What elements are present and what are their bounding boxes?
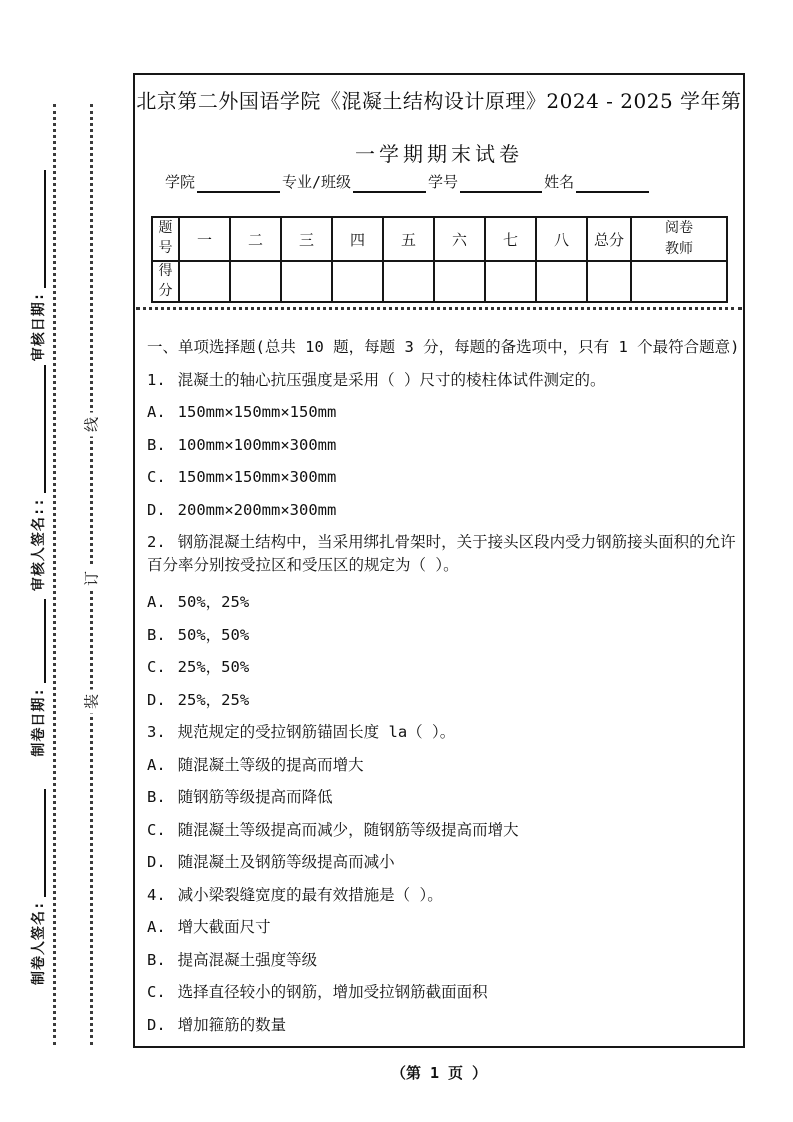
question-2-option-c bbox=[147, 651, 747, 684]
score-table bbox=[151, 216, 728, 303]
field-blank-name[interactable] bbox=[576, 177, 649, 193]
margin-label-maker-date: 制卷日期: bbox=[31, 687, 47, 757]
question-number: 4. bbox=[147, 885, 166, 904]
page-number: （第 1 页 ） bbox=[390, 1064, 488, 1082]
question-1-option-b bbox=[147, 429, 747, 462]
option-text: 150mm×150mm×150mm bbox=[177, 403, 337, 421]
option-letter: A. bbox=[147, 755, 166, 774]
field-blank-college[interactable] bbox=[197, 177, 280, 193]
question-number: 1. bbox=[147, 370, 166, 389]
option-letter: B. bbox=[147, 435, 166, 454]
question-3-option-d bbox=[147, 846, 747, 879]
col-header-8: 八 bbox=[536, 217, 587, 261]
option-letter: D. bbox=[147, 853, 166, 871]
section-title: 一、单项选择题(总共 10 题，每题 3 分，每题的备选项中，只有 1 个最符合题意) bbox=[147, 338, 740, 356]
exam-sheet-border bbox=[133, 73, 745, 1048]
option-text: 随混凝土等级的提高而增大 bbox=[177, 755, 364, 774]
question-1-option-d bbox=[147, 494, 747, 527]
margin-label-maker-signature: 制卷人签名: bbox=[31, 900, 47, 985]
col-header-6: 六 bbox=[434, 217, 485, 261]
option-text: 200mm×200mm×300mm bbox=[177, 500, 337, 519]
option-letter: D. bbox=[147, 690, 166, 709]
field-label-student-id: 学号 bbox=[428, 173, 459, 191]
option-letter: D. bbox=[147, 1015, 166, 1034]
question-2-option-d bbox=[147, 684, 747, 717]
maker-date-blank[interactable] bbox=[31, 599, 46, 683]
score-cell[interactable] bbox=[281, 261, 332, 302]
question-1-stem bbox=[147, 364, 747, 397]
question-text: 混凝土的轴心抗压强度是采用（ ）尺寸的棱柱体试件测定的。 bbox=[177, 370, 606, 389]
option-text: 25%，25% bbox=[177, 690, 250, 709]
question-text: 钢筋混凝土结构中，当采用绑扎骨架时，关于接头区段内受力钢筋接头面积的允许百分率分别按受拉区和受压区的规定为（ ）。 bbox=[147, 533, 736, 574]
question-number: 2. bbox=[147, 533, 166, 551]
reviewer-signature-blank[interactable] bbox=[31, 365, 46, 493]
option-letter: C. bbox=[147, 468, 166, 486]
binding-char-ding: 订 bbox=[82, 567, 103, 591]
score-cell-grader[interactable] bbox=[631, 261, 727, 302]
field-label-name: 姓名 bbox=[544, 173, 575, 191]
option-text: 提高混凝土强度等级 bbox=[177, 950, 318, 969]
score-table-score-row bbox=[152, 261, 727, 302]
question-text: 减小梁裂缝宽度的最有效措施是（ ）。 bbox=[177, 885, 443, 904]
option-letter: B. bbox=[147, 788, 166, 806]
question-4-option-b bbox=[147, 944, 747, 977]
question-4-option-d bbox=[147, 1009, 747, 1042]
margin-label-review-date: 审核日期: bbox=[31, 291, 47, 362]
option-letter: C. bbox=[147, 658, 166, 676]
field-blank-major-class[interactable] bbox=[353, 177, 426, 193]
score-table-corner: 题号 bbox=[152, 217, 179, 261]
question-2-option-b bbox=[147, 619, 747, 652]
question-1-option-a bbox=[147, 396, 747, 429]
option-letter: A. bbox=[147, 593, 166, 611]
binding-char-xian: 线 bbox=[82, 413, 103, 437]
question-3-option-a bbox=[147, 749, 747, 782]
option-letter: A. bbox=[147, 403, 166, 421]
maker-signature-blank[interactable] bbox=[31, 789, 46, 897]
question-number: 3. bbox=[147, 723, 166, 741]
question-2-option-a bbox=[147, 586, 747, 619]
option-text: 50%，50% bbox=[177, 625, 250, 644]
field-blank-student-id[interactable] bbox=[460, 177, 542, 193]
score-cell[interactable] bbox=[434, 261, 485, 302]
option-text: 100mm×100mm×300mm bbox=[177, 435, 337, 454]
option-letter: B. bbox=[147, 625, 166, 644]
score-cell[interactable] bbox=[230, 261, 281, 302]
question-2-stem bbox=[147, 526, 747, 586]
option-letter: A. bbox=[147, 918, 166, 936]
score-row-label: 得分 bbox=[152, 261, 179, 302]
col-header-1: 一 bbox=[179, 217, 230, 261]
option-letter: B. bbox=[147, 950, 166, 969]
option-text: 增大截面尺寸 bbox=[177, 918, 271, 936]
col-header-3: 三 bbox=[281, 217, 332, 261]
option-letter: C. bbox=[147, 820, 166, 839]
score-cell[interactable] bbox=[332, 261, 383, 302]
col-header-5: 五 bbox=[383, 217, 434, 261]
option-text: 选择直径较小的钢筋，增加受拉钢筋截面面积 bbox=[177, 983, 488, 1001]
col-header-grader: 阅卷教师 bbox=[631, 217, 727, 261]
review-date-blank[interactable] bbox=[31, 170, 46, 288]
col-header-total: 总分 bbox=[587, 217, 631, 261]
score-cell[interactable] bbox=[179, 261, 230, 302]
question-4-stem bbox=[147, 879, 747, 912]
option-text: 随钢筋等级提高而降低 bbox=[177, 788, 333, 806]
field-label-major-class: 专业/班级 bbox=[282, 173, 352, 191]
field-label-college: 学院 bbox=[165, 173, 196, 191]
option-text: 随混凝土等级提高而减少，随钢筋等级提高而增大 bbox=[177, 820, 519, 839]
questions-area bbox=[147, 331, 747, 1041]
option-text: 增加箍筋的数量 bbox=[177, 1015, 287, 1034]
option-text: 150mm×150mm×300mm bbox=[177, 468, 337, 486]
question-text: 规范规定的受拉钢筋锚固长度 la（ ）。 bbox=[177, 723, 456, 741]
score-cell[interactable] bbox=[485, 261, 536, 302]
exam-title-line2: 一学期期末试卷 bbox=[355, 142, 523, 166]
question-3-option-c bbox=[147, 814, 747, 847]
binding-char-zhuang: 装 bbox=[82, 690, 103, 714]
option-letter: C. bbox=[147, 983, 166, 1001]
score-cell[interactable] bbox=[536, 261, 587, 302]
student-info-row bbox=[163, 171, 649, 192]
score-cell[interactable] bbox=[383, 261, 434, 302]
col-header-7: 七 bbox=[485, 217, 536, 261]
binding-dotted-line-inner bbox=[53, 104, 56, 1045]
option-text: 随混凝土及钢筋等级提高而减小 bbox=[177, 853, 395, 871]
question-1-option-c bbox=[147, 461, 747, 494]
score-table-header-row bbox=[152, 217, 727, 261]
option-text: 50%，25% bbox=[177, 593, 250, 611]
option-letter: D. bbox=[147, 500, 166, 519]
question-4-option-c bbox=[147, 976, 747, 1009]
exam-title-line1: 北京第二外国语学院《混凝土结构设计原理》2024 - 2025 学年第 bbox=[136, 89, 742, 113]
col-header-2: 二 bbox=[230, 217, 281, 261]
question-3-stem bbox=[147, 716, 747, 749]
col-header-4: 四 bbox=[332, 217, 383, 261]
score-cell-total[interactable] bbox=[587, 261, 631, 302]
option-text: 25%，50% bbox=[177, 658, 250, 676]
question-3-option-b bbox=[147, 781, 747, 814]
margin-label-reviewer-signature: 审核人签名:: bbox=[31, 497, 47, 592]
question-4-option-a bbox=[147, 911, 747, 944]
dotted-separator bbox=[136, 307, 742, 310]
